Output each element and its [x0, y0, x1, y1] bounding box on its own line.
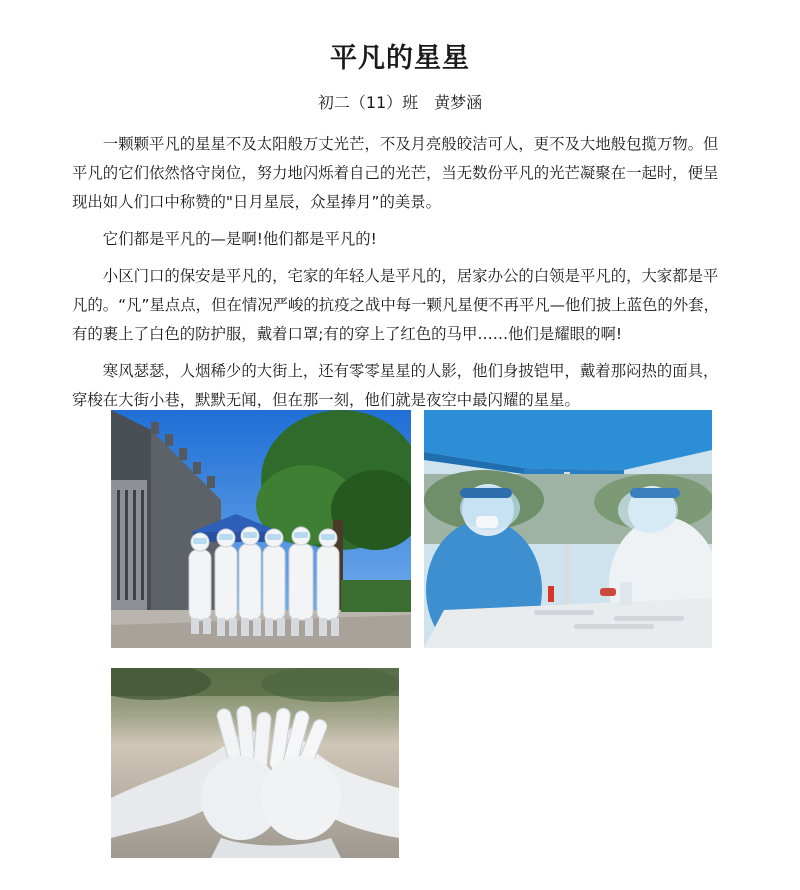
paragraph-4: 寒风瑟瑟，人烟稀少的大街上，还有零零星星的人影，他们身披铠甲，戴着那闷热的面具，穿梭在大街小巷，默默无闻，但在那一刻，他们就是夜空中最闪耀的星星。 — [72, 362, 719, 409]
article-title: 平凡的星星 — [330, 43, 470, 74]
article-body — [72, 130, 732, 423]
paragraph-2: 它们都是平凡的—是啊!他们都是平凡的! — [102, 230, 377, 248]
photo-testing-under-tent — [424, 410, 712, 648]
paragraph-3: 小区门口的保安是平凡的，宅家的年轻人是平凡的，居家办公的白领是平凡的，大家都是平凡的。“凡”星点点，但在情况严峻的抗疫之战中每一颗凡星便不再平凡—他们披上蓝色的外套，有的裹上了白色的防护服，戴着口罩;有的穿上了红色的马甲……他们是耀眼的啊! — [72, 267, 719, 343]
paragraph-1: 一颗颗平凡的星星不及太阳般万丈光芒，不及月亮般皎洁可人，更不及大地般包揽万物。但平凡的它们依然恪守岗位，努力地闪烁着自己的光芒，当无数份平凡的光芒凝聚在一起时，便呈现出如人们口中称赞的"日月星辰，众星捧月”的美景。 — [72, 135, 719, 211]
photo-gloved-hands-heart — [111, 668, 399, 858]
article-byline: 初二（11）班 黄梦涵 — [317, 93, 483, 112]
photo-group-protective-suits — [111, 410, 411, 648]
